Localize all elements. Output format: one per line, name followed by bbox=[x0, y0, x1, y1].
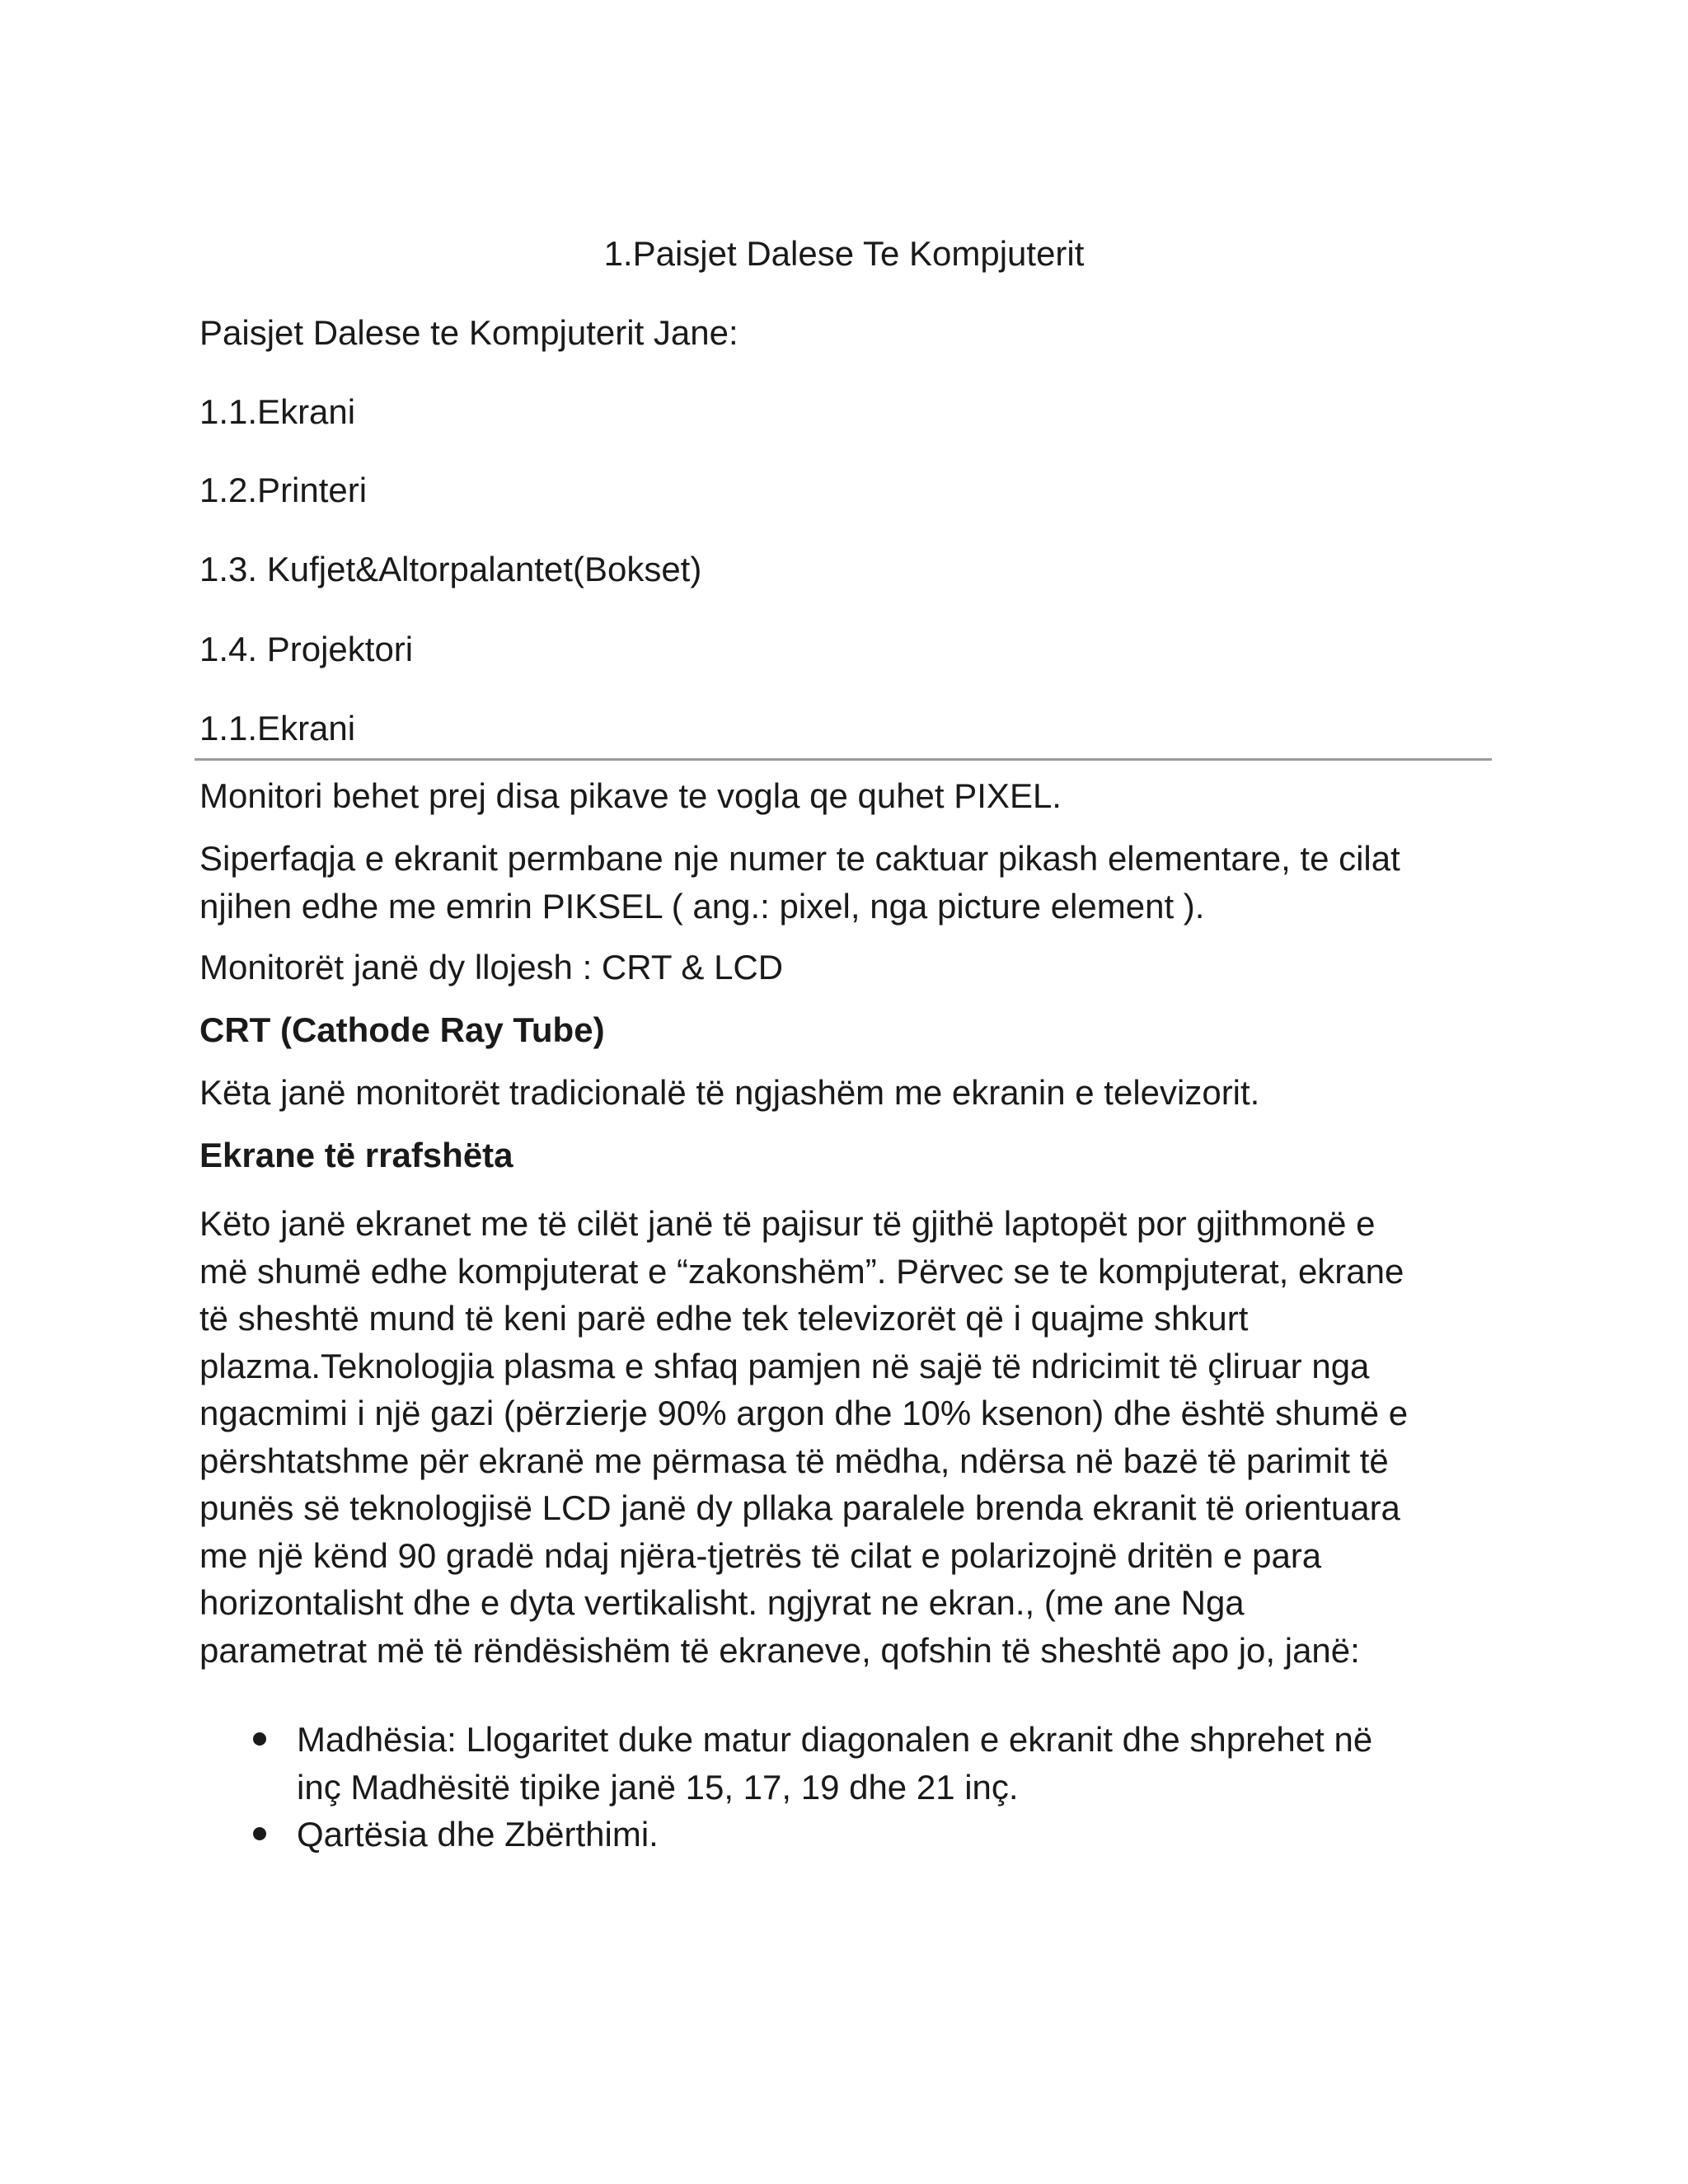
intro-text: Paisjet Dalese te Kompjuterit Jane: bbox=[199, 313, 738, 352]
list-item-text: Qartësia dhe Zbërthimi. bbox=[297, 1815, 659, 1854]
flat-line: të sheshtë mund të keni parë edhe tek televizorët që i quajme shkurt bbox=[199, 1299, 1249, 1338]
flat-line: horizontalisht dhe e dyta vertikalisht. ngjyrat ne ekran., (me ane Nga bbox=[199, 1583, 1245, 1622]
surface-paragraph bbox=[199, 835, 1502, 930]
list-item bbox=[199, 1716, 1485, 1811]
flat-screens-heading: Ekrane të rrafshëta bbox=[199, 1136, 513, 1174]
toc-item-ekrani: 1.1.Ekrani bbox=[199, 392, 356, 431]
crt-heading: CRT (Cathode Ray Tube) bbox=[199, 1010, 605, 1049]
bullet-icon bbox=[253, 1732, 266, 1746]
crt-description: Këta janë monitorët tradicionalë të ngjashëm me ekranin e televizorit. bbox=[199, 1073, 1260, 1112]
toc-item-projektori: 1.4. Projektori bbox=[199, 630, 414, 668]
flat-line: përshtatshme për ekranë me përmasa të mëdha, ndërsa në bazë të parimit të bbox=[199, 1441, 1389, 1480]
bullet-icon bbox=[253, 1827, 266, 1840]
flat-line: punës së teknologjisë LCD janë dy pllaka paralele brenda ekranit të orientuara bbox=[199, 1488, 1400, 1527]
pixel-sentence: Monitori behet prej disa pikave te vogla qe quhet PIXEL. bbox=[199, 776, 1062, 815]
flat-screens-paragraph bbox=[199, 1200, 1502, 1674]
flat-line: ngacmimi i një gazi (përzierje 90% argon dhe 10% ksenon) dhe është shumë e bbox=[199, 1394, 1409, 1432]
section-heading: 1.1.Ekrani bbox=[199, 709, 356, 748]
flat-line: më shumë edhe kompjuterat e “zakonshëm”. Përvec se te kompjuterat, ekrane bbox=[199, 1251, 1404, 1291]
toc-item-printeri: 1.2.Printeri bbox=[199, 471, 368, 509]
section-divider bbox=[195, 758, 1492, 761]
list-item-text: Madhësia: Llogaritet duke matur diagonalen e ekranit dhe shprehet në bbox=[297, 1720, 1373, 1759]
flat-line: Këto janë ekranet me të cilët janë të pajisur të gjithë laptopët por gjithmonë e bbox=[199, 1204, 1376, 1243]
parameters-list bbox=[199, 1716, 1485, 1858]
page-title: 1.Paisjet Dalese Te Kompjuterit bbox=[603, 234, 1085, 273]
toc-item-kufjet: 1.3. Kufjet&Altorpalantet(Bokset) bbox=[199, 550, 702, 588]
monitor-types-text: Monitorët janë dy llojesh : CRT & LCD bbox=[199, 948, 784, 987]
list-item-text: inç Madhësitë tipike janë 15, 17, 19 dhe 21 inç. bbox=[297, 1767, 1019, 1807]
flat-line: parametrat më të rëndësishëm të ekraneve, qofshin të sheshtë apo jo, janë: bbox=[199, 1630, 1360, 1670]
surface-line-2: njihen edhe me emrin PIKSEL ( ang.: pixel, nga picture element ). bbox=[199, 886, 1205, 926]
flat-line: me një kënd 90 gradë ndaj njëra-tjetrës të cilat e polarizojnë dritën e para bbox=[199, 1535, 1322, 1575]
surface-line-1: Siperfaqja e ekranit permbane nje numer te caktuar pikash elementare, te cilat bbox=[199, 839, 1400, 878]
flat-line: plazma.Teknologjia plasma e shfaq pamjen në sajë të ndricimit të çliruar nga bbox=[199, 1346, 1370, 1385]
list-item bbox=[199, 1811, 1485, 1858]
